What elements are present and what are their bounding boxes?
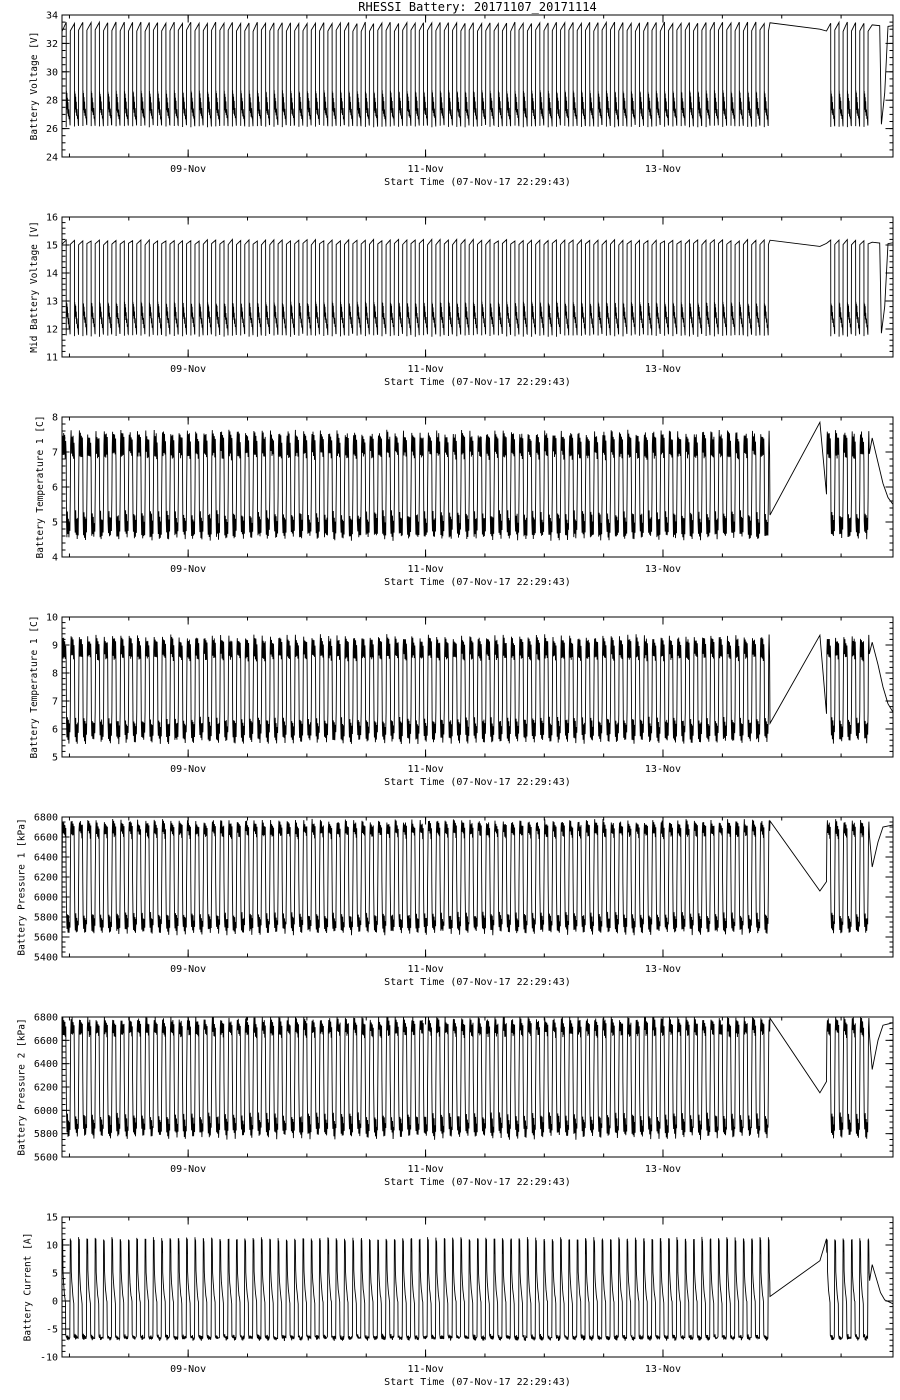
mid-battery-voltage-series xyxy=(62,239,893,336)
svg-text:11: 11 xyxy=(45,352,58,364)
svg-text:09-Nov: 09-Nov xyxy=(170,364,207,375)
svg-text:6200: 6200 xyxy=(33,1082,58,1094)
svg-text:6: 6 xyxy=(51,482,58,494)
svg-text:6800: 6800 xyxy=(33,812,58,824)
svg-text:09-Nov: 09-Nov xyxy=(170,164,207,175)
svg-text:09-Nov: 09-Nov xyxy=(170,964,207,975)
battery-voltage-series xyxy=(62,22,893,127)
svg-text:-10: -10 xyxy=(39,1352,58,1364)
svg-text:16: 16 xyxy=(45,212,58,224)
svg-text:Battery Voltage [V]: Battery Voltage [V] xyxy=(28,31,40,141)
svg-text:Start Time (07-Nov-17 22:29:43: Start Time (07-Nov-17 22:29:43) xyxy=(384,1177,571,1188)
svg-text:8: 8 xyxy=(51,668,58,680)
svg-text:6200: 6200 xyxy=(33,872,58,884)
svg-text:13-Nov: 13-Nov xyxy=(644,1364,682,1375)
battery-current-series xyxy=(62,1237,893,1341)
battery-temperature-1-b-plot xyxy=(0,600,900,800)
svg-text:8: 8 xyxy=(51,412,58,424)
svg-text:11-Nov: 11-Nov xyxy=(407,364,444,375)
battery-temperature-1-series xyxy=(62,422,893,541)
svg-text:14: 14 xyxy=(45,268,58,280)
chart-panel-battery-voltage xyxy=(0,0,900,200)
svg-text:13: 13 xyxy=(45,296,58,308)
svg-text:7: 7 xyxy=(51,696,58,708)
svg-text:6: 6 xyxy=(51,724,58,736)
svg-text:9: 9 xyxy=(51,640,58,652)
svg-text:6600: 6600 xyxy=(33,832,58,844)
battery-temperature-1-plot xyxy=(0,400,900,600)
svg-text:13-Nov: 13-Nov xyxy=(644,764,682,775)
svg-text:11-Nov: 11-Nov xyxy=(407,1364,444,1375)
battery-temperature-1-b-series xyxy=(62,634,893,744)
battery-pressure-2-series xyxy=(62,1017,893,1140)
svg-text:-5: -5 xyxy=(45,1324,58,1336)
chart-panel-battery-pressure-2 xyxy=(0,1000,900,1200)
svg-text:10: 10 xyxy=(45,612,58,624)
svg-text:Start Time (07-Nov-17 22:29:43: Start Time (07-Nov-17 22:29:43) xyxy=(384,177,571,188)
svg-text:5600: 5600 xyxy=(33,932,58,944)
svg-text:6600: 6600 xyxy=(33,1035,58,1047)
svg-text:11-Nov: 11-Nov xyxy=(407,764,444,775)
svg-text:Mid Battery Voltage [V]: Mid Battery Voltage [V] xyxy=(28,221,40,353)
svg-text:Start Time (07-Nov-17 22:29:43: Start Time (07-Nov-17 22:29:43) xyxy=(384,977,571,988)
svg-text:11-Nov: 11-Nov xyxy=(407,564,444,575)
svg-text:5: 5 xyxy=(51,752,58,764)
svg-text:13-Nov: 13-Nov xyxy=(644,1164,682,1175)
svg-text:4: 4 xyxy=(51,552,58,564)
battery-pressure-1-plot xyxy=(0,800,900,1000)
svg-text:5: 5 xyxy=(51,517,58,529)
svg-text:5800: 5800 xyxy=(33,1129,58,1141)
svg-text:Start Time (07-Nov-17 22:29:43: Start Time (07-Nov-17 22:29:43) xyxy=(384,1377,571,1388)
svg-text:5800: 5800 xyxy=(33,912,58,924)
svg-text:13-Nov: 13-Nov xyxy=(644,564,682,575)
svg-text:11-Nov: 11-Nov xyxy=(407,164,444,175)
chart-panel-battery-temperature-1 xyxy=(0,400,900,600)
mid-battery-voltage-plot xyxy=(0,200,900,400)
svg-text:30: 30 xyxy=(45,67,58,79)
svg-text:6400: 6400 xyxy=(33,1059,58,1071)
svg-text:13-Nov: 13-Nov xyxy=(644,964,682,975)
svg-text:5400: 5400 xyxy=(33,952,58,964)
svg-text:Start Time (07-Nov-17 22:29:43: Start Time (07-Nov-17 22:29:43) xyxy=(384,377,571,388)
svg-text:13-Nov: 13-Nov xyxy=(644,164,682,175)
svg-text:6400: 6400 xyxy=(33,852,58,864)
svg-text:32: 32 xyxy=(45,38,58,50)
chart-panel-battery-pressure-1 xyxy=(0,800,900,1000)
battery-pressure-2-plot xyxy=(0,1000,900,1200)
svg-text:Battery Pressure 1 [kPa]: Battery Pressure 1 [kPa] xyxy=(16,818,28,956)
svg-text:0: 0 xyxy=(51,1296,58,1308)
svg-text:Start Time (07-Nov-17 22:29:43: Start Time (07-Nov-17 22:29:43) xyxy=(384,577,571,588)
chart-panel-battery-current xyxy=(0,1200,900,1400)
battery-current-plot xyxy=(0,1200,900,1400)
svg-text:09-Nov: 09-Nov xyxy=(170,1364,207,1375)
svg-text:7: 7 xyxy=(51,447,58,459)
svg-text:09-Nov: 09-Nov xyxy=(170,1164,207,1175)
svg-text:11-Nov: 11-Nov xyxy=(407,964,444,975)
svg-text:Battery Pressure 2 [kPa]: Battery Pressure 2 [kPa] xyxy=(16,1018,28,1156)
battery-pressure-1-series xyxy=(62,819,893,935)
svg-text:5600: 5600 xyxy=(33,1152,58,1164)
figure-title: RHESSI Battery: 20171107_20171114 xyxy=(358,0,597,14)
svg-text:10: 10 xyxy=(45,1240,58,1252)
svg-text:34: 34 xyxy=(45,10,58,22)
svg-text:09-Nov: 09-Nov xyxy=(170,764,207,775)
svg-text:Battery Temperature 1 [C]: Battery Temperature 1 [C] xyxy=(28,615,40,759)
svg-text:13-Nov: 13-Nov xyxy=(644,364,682,375)
svg-text:6000: 6000 xyxy=(33,892,58,904)
svg-text:Start Time (07-Nov-17 22:29:43: Start Time (07-Nov-17 22:29:43) xyxy=(384,777,571,788)
svg-text:Battery Current [A]: Battery Current [A] xyxy=(22,1232,34,1342)
svg-text:09-Nov: 09-Nov xyxy=(170,564,207,575)
svg-text:15: 15 xyxy=(45,1212,58,1224)
chart-panel-mid-battery-voltage xyxy=(0,200,900,400)
chart-panel-battery-temperature-1-b xyxy=(0,600,900,800)
svg-text:24: 24 xyxy=(45,152,58,164)
svg-text:12: 12 xyxy=(45,324,58,336)
svg-text:11-Nov: 11-Nov xyxy=(407,1164,444,1175)
svg-text:15: 15 xyxy=(45,240,58,252)
svg-text:5: 5 xyxy=(51,1268,58,1280)
svg-text:26: 26 xyxy=(45,124,58,136)
svg-text:6000: 6000 xyxy=(33,1105,58,1117)
svg-text:Battery Temperature 1 [C]: Battery Temperature 1 [C] xyxy=(34,415,46,559)
svg-text:28: 28 xyxy=(45,95,58,107)
battery-voltage-plot xyxy=(0,0,900,200)
svg-text:6800: 6800 xyxy=(33,1012,58,1024)
